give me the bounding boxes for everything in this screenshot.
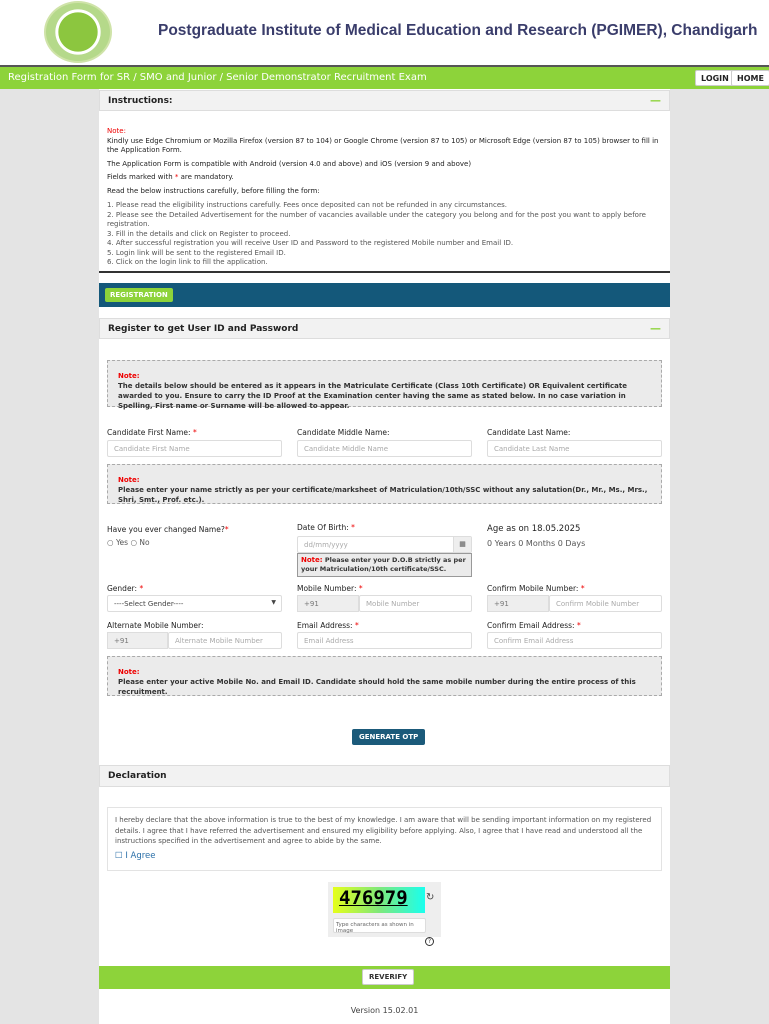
note-label: Note:: [107, 127, 126, 135]
registration-bar: [99, 283, 670, 307]
middle-name-input[interactable]: Candidate Middle Name: [297, 440, 472, 457]
first-name-input[interactable]: Candidate First Name: [107, 440, 282, 457]
site-title: Postgraduate Institute of Medical Education and Research (PGIMER), Chandigarh: [158, 22, 758, 39]
alt-mobile-label: Alternate Mobile Number:: [107, 621, 204, 630]
note-text: Please enter your name strictly as per your certificate/marksheet of Matriculation/10th/SSC without any salutation(Dr., Mr., Ms., Mrs., Shri, Smt., Prof. etc.).: [118, 486, 648, 504]
tab-registration[interactable]: REGISTRATION: [105, 288, 173, 302]
read-note: Read the below instructions carefully, before filling the form:: [107, 186, 320, 195]
footer-bar: [99, 966, 670, 989]
help-icon[interactable]: ?: [425, 937, 434, 946]
divider: [99, 271, 670, 273]
home-button[interactable]: HOME: [731, 70, 769, 86]
captcha-input[interactable]: Type characters as shown in image: [333, 918, 426, 933]
register-header[interactable]: [99, 318, 670, 339]
instructions-heading: Instructions:: [108, 96, 173, 106]
mobile-label: Mobile Number: *: [297, 584, 363, 593]
instructions-body: [107, 127, 662, 268]
collapse-icon[interactable]: —: [650, 94, 661, 107]
list-item: 2. Please see the Detailed Advertisement for the number of vacancies available under the category you belong and for the post you want to apply before registration.: [107, 210, 646, 228]
yes-radio[interactable]: ○ Yes: [107, 538, 129, 547]
generate-otp-button[interactable]: GENERATE OTP: [352, 729, 425, 745]
email-label: Email Address: *: [297, 621, 359, 630]
agree-checkbox[interactable]: ☐ I Agree: [115, 850, 156, 861]
changed-name-label: Have you ever changed Name?*: [107, 525, 229, 534]
declaration-box: [107, 807, 662, 871]
navbar: [0, 65, 769, 89]
list-item: 3. Fill in the details and click on Register to proceed.: [107, 229, 291, 238]
compat-note: The Application Form is compatible with Android (version 4.0 and above) and iOS (version 9 and above): [107, 159, 472, 168]
list-item: 5. Login link will be sent to the registered Email ID.: [107, 248, 286, 257]
list-item: 6. Click on the login link to fill the application.: [107, 258, 268, 266]
confirm-mobile-label: Confirm Mobile Number: *: [487, 584, 585, 593]
no-radio[interactable]: ○ No: [130, 538, 150, 547]
pgimer-logo: [44, 1, 112, 63]
middle-name-label: Candidate Middle Name:: [297, 428, 390, 437]
captcha-image: 476979: [333, 887, 425, 913]
dob-input[interactable]: dd/mm/yyyy ▦: [297, 536, 472, 553]
gender-label: Gender: *: [107, 584, 144, 593]
confirm-email-label: Confirm Email Address: *: [487, 621, 581, 630]
note-text: The details below should be entered as it appears in the Matriculate Certificate (Class 10th Certificate) OR Equivalent certificate awarded to you. Ensure to carry the ID Proof at the Examination center having the same as stated below. In no case variation in Spelling, First name or Surname will be allowed to appear.: [118, 382, 627, 410]
alt-mobile-input[interactable]: Alternate Mobile Number: [168, 632, 282, 649]
main-container: [99, 89, 670, 1024]
last-name-input[interactable]: Candidate Last Name: [487, 440, 662, 457]
email-input[interactable]: Email Address: [297, 632, 472, 649]
instructions-header[interactable]: [99, 90, 670, 111]
dob-label: Date Of Birth: *: [297, 523, 355, 532]
browser-note: Kindly use Edge Chromium or Mozilla Firefox (version 87 to 104) or Google Chrome (version 87 to 105) or Microsoft Edge (version 87 to 105) browser to fill in the Application Form.: [107, 136, 659, 154]
list-item: 1. Please read the eligibility instructions carefully. Fees once deposited can not be refunded in any circumstances.: [107, 201, 508, 209]
mobile-input[interactable]: Mobile Number: [359, 595, 472, 612]
note-box: Note: The details below should be entered as it appears in the Matriculate Certificate (Class 10th Certificate) OR Equivalent certificate awarded to you. Ensure to carry the ID Proof at the Examination center having the same as stated below. In no case variation in Spelling, First name or Surname will be allowed to appear.: [107, 360, 662, 407]
declaration-text: I hereby declare that the above information is true to the best of my knowledge. I am aware that will be sending important information on my registered details. I agree that I have referred the advertisement and ensured my eligibility before applying. Also, I agree that I have read and understood all the instructions specified in the advertisement and agree to abide by the same.: [115, 816, 652, 845]
note-box: Note: Please enter your name strictly as per your certificate/marksheet of Matriculation/10th/SSC without any salutation(Dr., Mr., Ms., Mrs., Shri, Smt., Prof. etc.).: [107, 464, 662, 504]
note-text: Please enter your active Mobile No. and Email ID. Candidate should hold the same mobile number during the entire process of this recruitment.: [118, 678, 636, 696]
confirm-mobile-prefix: +91: [487, 595, 549, 612]
mandatory-note: Fields marked with * are mandatory.: [107, 173, 234, 181]
instructions-list: [107, 201, 662, 268]
captcha-box: [328, 882, 441, 937]
refresh-icon[interactable]: ↻: [426, 892, 435, 903]
login-button[interactable]: LOGIN: [695, 70, 735, 86]
site-header: [0, 0, 769, 65]
list-item: 4. After successful registration you will receive User ID and Password to the registered Mobile number and Email ID.: [107, 239, 514, 247]
version-text: Version 15.02.01: [350, 1006, 419, 1015]
mobile-prefix: +91: [297, 595, 359, 612]
confirm-email-input[interactable]: Confirm Email Address: [487, 632, 662, 649]
chevron-down-icon: ▼: [271, 599, 276, 606]
register-heading: Register to get User ID and Password: [108, 324, 299, 334]
collapse-icon[interactable]: —: [650, 322, 661, 335]
declaration-header: Declaration: [99, 765, 670, 787]
dob-note: Note: Please enter your D.O.B strictly as per your Matriculation/10th certificate/SSC.: [297, 553, 472, 577]
note-box: Note: Please enter your active Mobile No. and Email ID. Candidate should hold the same mobile number during the entire process of this recruitment.: [107, 656, 662, 696]
last-name-label: Candidate Last Name:: [487, 428, 571, 437]
confirm-mobile-input[interactable]: Confirm Mobile Number: [549, 595, 662, 612]
first-name-label: Candidate First Name: *: [107, 428, 197, 437]
age-label: Age as on 18.05.2025: [487, 524, 581, 534]
alt-mobile-prefix: +91: [107, 632, 168, 649]
calendar-icon[interactable]: ▦: [453, 537, 471, 552]
age-value: 0 Years 0 Months 0 Days: [487, 539, 586, 548]
reverify-button[interactable]: REVERIFY: [362, 969, 414, 985]
gender-select[interactable]: ----Select Gender---- ▼: [107, 595, 282, 612]
navbar-title: Registration Form for SR / SMO and Junior / Senior Demonstrator Recruitment Exam: [8, 72, 427, 83]
changed-name-radios: [107, 538, 150, 547]
